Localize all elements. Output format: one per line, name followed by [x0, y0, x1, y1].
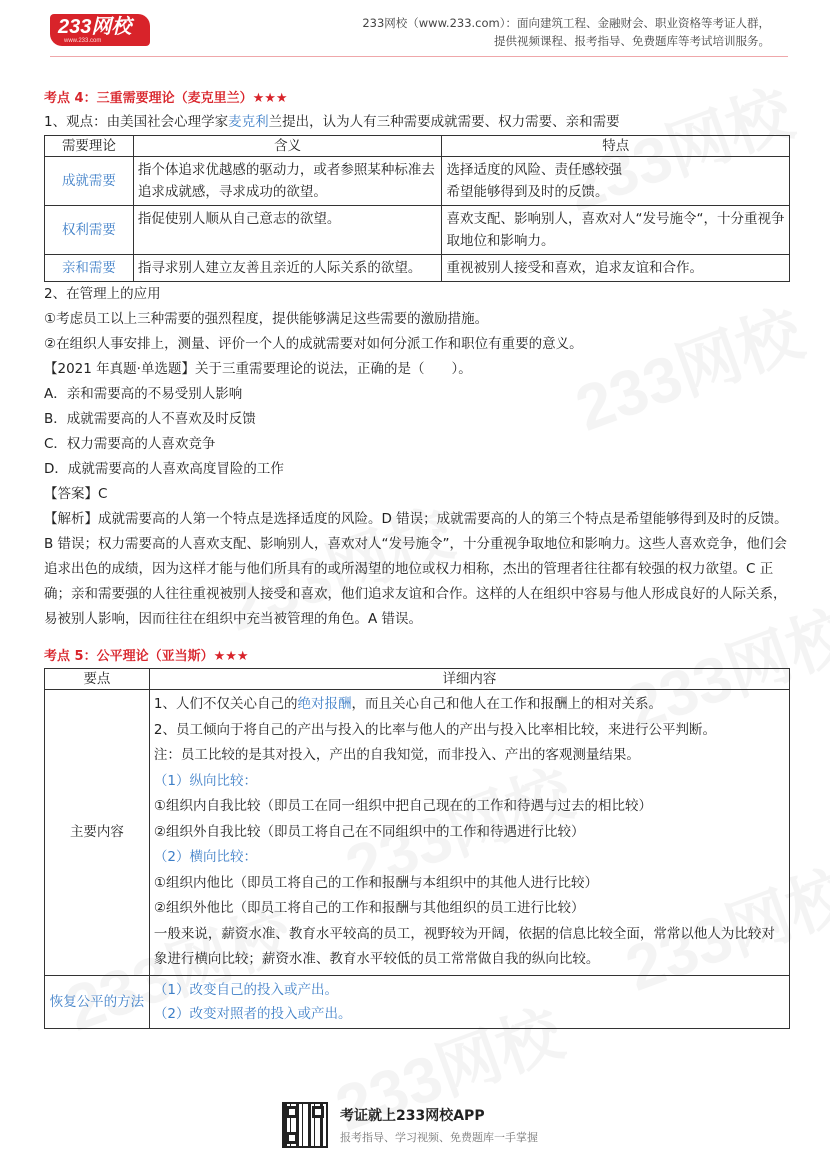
row-label: 主要内容: [45, 690, 150, 976]
question-analysis: 【解析】成就需要高的人第一个特点是选择适度的风险。D 错误；成就需要高的人的第三个特点是希望能够得到及时的反馈。B 错误；权力需要高的人喜欢支配、影响别人，喜欢对人“发号施令”，十分重视争取地位和影响力。这些人喜欢竞争，他们会追求出色的成绩，因为这样才能与他们所具有的或所渴望的地位或权力相称，杰出的管理者往往都有较强的权力欲望。C 正确；亲和需要强的人往往重视被别人接受和喜欢，他们追求友谊和合作。这样的人在组织中容易与他人形成良好的人际关系，易被别人影响，因而往往在组织中充当被管理的角色。A 错误。: [44, 511, 788, 627]
column-header: 要点: [45, 669, 150, 690]
equity-theory-table: [44, 668, 790, 1029]
detail-line: [154, 692, 785, 718]
question-option: C．权力需要高的人喜欢竞争: [44, 436, 216, 452]
table-header-row: [45, 136, 790, 157]
header-line-1: 233网校（www.233.com）：面向建筑工程、金融财会、职业资格等考证人群，: [362, 16, 770, 30]
application-item: ①考虑员工以上三种需要的强烈程度，提供能够满足这些需要的激励措施。: [44, 311, 489, 327]
need-feature: [442, 157, 790, 206]
detail-line: 一般来说，薪资水准、教育水平较高的员工，视野较为开阔，依据的信息比较全面，常常以他人为比较对象进行横向比较；薪资水准、教育水平较低的员工常常做自我的纵向比较。: [153, 925, 775, 967]
detail-line: ②组织外自我比较（即员工将自己在不同组织中的工作和待遇进行比较）: [153, 823, 585, 840]
application-title: 2、在管理上的应用: [44, 286, 161, 302]
column-header: 详细内容: [149, 669, 789, 690]
detail-subheading: （2）横向比较：: [153, 849, 257, 865]
row-detail: [149, 690, 789, 976]
table-row: [45, 157, 790, 206]
intro-text: 1、观点：由美国社会心理学家: [44, 114, 229, 130]
question-answer: 【答案】C: [44, 486, 108, 502]
detail-line: 注：员工比较的是其对投入，产出的自我知觉，而非投入、产出的客观测量结果。: [153, 747, 640, 763]
needs-theory-table: [44, 135, 790, 282]
detail-text: 1、人们不仅关心自己的: [153, 696, 298, 712]
detail-subheading: （1）纵向比较：: [153, 772, 257, 789]
intro-text: 兰提出，认为人有三种需要成就需要、权力需要、亲和需要: [268, 114, 620, 130]
application-item: ②在组织人事安排上，测量、评价一个人的成就需要对如何分派工作和职位有重要的意义。: [44, 336, 583, 352]
intro-highlight: 麦克利: [228, 114, 269, 130]
need-meaning: 指促使别人顺从自己意志的欲望。: [133, 206, 442, 255]
column-header: 特点: [442, 136, 790, 157]
logo-text: 233网校: [58, 16, 132, 38]
question-option: B．成就需要高的人不喜欢及时反馈: [44, 411, 256, 427]
logo-url: www.233.com: [64, 38, 102, 44]
question-option: A．亲和需要高的不易受别人影响: [44, 386, 243, 402]
need-meaning: 指寻求别人建立友善且亲近的人际关系的欲望。: [133, 255, 442, 282]
row-detail: [149, 975, 789, 1028]
table-header-row: [45, 669, 790, 690]
need-feature: 喜欢支配、影响别人，喜欢对人“发号施令“，十分重视争取地位和影响力。: [442, 206, 790, 255]
header-divider: [50, 56, 788, 57]
section-5-title: 考点 5：公平理论（亚当斯）★★★: [44, 649, 249, 664]
table-row: [45, 206, 790, 255]
qr-code-icon[interactable]: [282, 1102, 328, 1148]
header-description: [362, 14, 770, 50]
column-header: 需要理论: [45, 136, 134, 157]
detail-line: （1）改变自己的投入或产出。: [153, 981, 338, 998]
detail-highlight: 绝对报酬: [297, 696, 352, 712]
question-option: D．成就需要高的人喜欢高度冒险的工作: [44, 461, 284, 477]
need-name: 权利需要: [45, 206, 134, 255]
footer-subtitle: 报考指导、学习视频、免费题库一手掌握: [340, 1131, 538, 1144]
brand-logo: [50, 14, 150, 46]
header-line-2: 提供视频课程、报考指导、免费题库等考试培训服务。: [494, 34, 770, 48]
need-name: 成就需要: [45, 157, 134, 206]
table-row: [45, 255, 790, 282]
need-meaning: 指个体追求优越感的驱动力，或者参照某种标准去追求成就感，寻求成功的欲望。: [133, 157, 442, 206]
detail-line: 2、员工倾向于将自己的产出与投入的比率与他人的产出与投入比率相比较，来进行公平判断。: [153, 721, 716, 738]
detail-line: （2）改变对照者的投入或产出。: [153, 1005, 352, 1022]
table-row: [45, 690, 790, 976]
detail-text: ，而且关心自己和他人在工作和报酬上的相对关系。: [351, 696, 662, 712]
row-label: 恢复公平的方法: [45, 975, 150, 1028]
need-feature: 重视被别人接受和喜欢，追求友谊和合作。: [442, 255, 790, 282]
section-4-intro: [44, 110, 790, 135]
feature-line: 选择适度的风险、责任感较强: [446, 162, 622, 178]
feature-line: 希望能够得到及时的反馈。: [446, 184, 609, 200]
column-header: 含义: [133, 136, 442, 157]
detail-line: ②组织外他比（即员工将自己的工作和报酬与其他组织的员工进行比较）: [153, 900, 585, 916]
detail-line: ①组织内他比（即员工将自己的工作和报酬与本组织中的其他人进行比较）: [153, 874, 598, 891]
section-4-title: 考点 4：三重需要理论（麦克里兰）★★★: [44, 91, 288, 106]
question-stem: 【2021 年真题·单选题】关于三重需要理论的说法，正确的是（ ）。: [44, 361, 472, 377]
page-footer: [282, 1102, 582, 1152]
page-content: [44, 88, 790, 1029]
footer-title: 考证就上233网校APP: [340, 1108, 485, 1124]
need-name: 亲和需要: [45, 255, 134, 282]
page-header: [0, 0, 830, 62]
detail-line: ①组织内自我比较（即员工在同一组织中把自己现在的工作和待遇与过去的相比较）: [153, 798, 652, 814]
table-row: [45, 975, 790, 1028]
